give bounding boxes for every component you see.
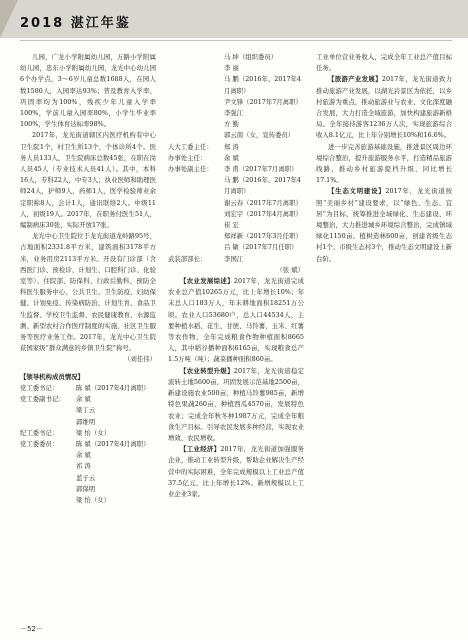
roster-role: 党工委副书记： <box>20 395 65 404</box>
roster-role: 党工委委员： <box>20 439 59 448</box>
roster-row <box>168 153 304 164</box>
roster-role <box>168 231 224 242</box>
page-title: 2018 湛江年鉴 <box>20 16 131 31</box>
roster-row <box>168 164 304 175</box>
roster-row <box>168 242 304 253</box>
page-number: －52－ <box>20 625 43 633</box>
roster-row <box>168 74 304 96</box>
roster-role: 办事处副主任： <box>168 165 213 174</box>
paragraph <box>316 186 452 264</box>
roster-row <box>20 383 156 394</box>
roster-names: 李强江 <box>224 109 244 118</box>
paragraph-text: 2017年，龙光街道致力推动旅游产业发展，以湖光岩景区为依托，以乡村旅游为重点，推动旅游业与农业、文化深度融合发展，大力打造全域旅游，加快构建旅游新格局。全年接待游客1236万人次，实现旅游综合收入8.1亿元，比上年分别增长10%和16.6%。 <box>316 75 452 140</box>
roster-row <box>168 97 304 108</box>
paragraph: 儿园，广龙小学附属幼儿园，万路小学附属幼儿园，忠东小学附属幼儿园，龙光中心幼儿园6个办学点，3～6岁儿童总数1688人，在园人数1580人，入园率达93%；普及教育入学率、巩固率均为100%，残疾少年儿童入学率100%，学前儿童入园率80%，小学生毕业率100%，学生体育达标率98%。 <box>20 53 156 129</box>
header-divider <box>20 40 452 41</box>
roster-names: 余 斌 <box>224 153 239 162</box>
paragraph: 2017年，龙光街道辖区内医疗机构有中心卫生院1个，村卫生所13个，个体诊所4个。医务人员133人，卫生院病床总数45张，在职在岗人员45人（专业技术人员41人）。其中，本科16人，专科22人，中专3人；执业医师和助理医师24人，护师9人，药师1人，医学检验师业余定职称8人，会计1人，通讯联络2人。中级11人，初级19人。2017年，在职务付医生51人，编制病床30张，实际开放17张。 <box>20 131 156 230</box>
roster-list <box>168 52 304 265</box>
paragraph <box>316 142 452 187</box>
roster-role <box>168 209 224 220</box>
roster-names: 郑 涛 <box>224 142 239 151</box>
roster-names: 郭维明 <box>76 417 96 426</box>
roster-names: 陈 斌（2017年4月离职） <box>76 383 150 392</box>
roster-row <box>168 231 304 242</box>
roster-names: 刘宏宇（2017年4月离职） <box>224 209 302 218</box>
header-accent <box>0 0 18 38</box>
roster-row <box>20 439 156 450</box>
paragraph <box>168 276 304 366</box>
roster-role <box>20 473 76 484</box>
roster-row <box>20 428 156 439</box>
paragraph <box>168 444 304 500</box>
paragraph-text: 工业单位营业务收入，完成全年工业总产值目标任务。 <box>316 53 452 73</box>
roster-names: 马 鹏（2016年、2017年4月离职） <box>224 176 301 196</box>
roster-names: 梁 怡（女） <box>76 428 110 437</box>
roster-row <box>20 495 156 506</box>
roster-list <box>20 383 156 506</box>
roster-role <box>168 52 224 63</box>
roster-names: 郭云南（女，宣传委员） <box>224 131 295 140</box>
roster-row <box>168 108 304 119</box>
roster-role: 纪工委书记： <box>20 428 59 437</box>
roster-row <box>20 394 156 405</box>
paragraph-heading: 【工业经济】 <box>180 445 221 454</box>
roster-row <box>168 142 304 153</box>
roster-names: 郑祥新（2017年3月任职） <box>224 232 302 241</box>
roster-row <box>20 405 156 416</box>
roster-row <box>20 461 156 472</box>
paragraph-heading: 【农业发展综述】 <box>180 277 234 286</box>
paragraph: 龙光中心卫生院位于龙光街道龙岭路95号，占地面积2331.8平方米，建筑面积3178平方米，业务用房2113平方米。开设有门诊部（含西医门诊、预检诊、计划生、口腔科门诊、化验室等）、住院部、防保科、行政后勤科、预防全科医生服务中心、公共卫生、卫生防疫、妇幼保健、计划免疫、传染病防治、计划生育、食品卫生监督、学校卫生监督、农民健康教育、水源监测、新型农村合作医疗制度的实施，社区卫生服务等医疗业务工作。2017年，龙光中心卫生院获国家级“群众满意的乡镇卫生院”称号。 <box>20 232 156 353</box>
column-2 <box>168 52 304 622</box>
paragraph-heading: 【旅游产业发展】 <box>328 75 382 84</box>
roster-names: 李国江 <box>224 254 244 263</box>
roster-row <box>168 119 304 130</box>
roster-role: 武装部部长： <box>168 254 207 263</box>
roster-row <box>168 175 304 197</box>
roster-row <box>20 473 156 484</box>
roster-names: 祁 涛 <box>76 462 91 471</box>
roster-role <box>168 108 224 119</box>
roster-names: 梁 怡（女） <box>76 495 110 504</box>
paragraph-text: 2017年，龙光街道加强服务企业，推动工业转型升级，帮助企业解决生产经营中的实际困难，全年完成规模以上工业总产值37.5亿元，比上年增长12%。新增规模以上工业企业3家。 <box>168 445 304 498</box>
column-3 <box>316 52 452 622</box>
roster-names: 崔 宏 <box>224 221 239 230</box>
roster-row <box>20 450 156 461</box>
roster-row <box>168 198 304 209</box>
roster-row <box>168 220 304 231</box>
roster-role <box>168 175 224 197</box>
author-signature: （张 斌） <box>276 265 304 274</box>
paragraph-heading: 【生态文明建设】 <box>328 187 386 196</box>
roster-names: 梁丁云 <box>76 406 96 415</box>
paragraph-heading: 【农业转型升级】 <box>180 366 234 375</box>
roster-names: 郭保明 <box>76 484 96 493</box>
roster-names: 李 甫（2017年7月离职） <box>224 165 298 174</box>
roster-row <box>168 63 304 74</box>
roster-role <box>168 119 224 130</box>
roster-role <box>20 405 76 416</box>
roster-names: 马 鹏（2016年、2017年4月离职） <box>224 75 301 95</box>
roster-role <box>20 417 76 428</box>
roster-names: 方 勤 <box>224 120 239 129</box>
roster-role <box>168 74 224 96</box>
roster-role <box>168 220 224 231</box>
paragraph-text: 2017年，龙光街道稳定流转土地5600亩，巩固发展示范基地2500亩，新建设施农业500亩，种植马铃薯985亩，新增特色果蔬260亩，种植西瓜4570亩，发展特色农业；完成全年秋冬种1987万元，完成全年粮食生产目标。引导农民发展多种经营，实现农业增效、农民增收。 <box>168 366 304 442</box>
roster-row <box>168 254 304 265</box>
roster-role <box>168 97 224 108</box>
roster-role <box>168 63 224 74</box>
roster-row <box>20 417 156 428</box>
roster-role: 人大工委主任： <box>168 142 213 151</box>
column-1 <box>20 52 156 622</box>
section-heading: 【领导机构成员情况】 <box>20 372 84 381</box>
roster-row <box>20 484 156 495</box>
roster-names: 马 坤（组织委员） <box>224 53 278 61</box>
roster-names: 蓝子云 <box>76 473 96 482</box>
roster-role: 办事处主任： <box>168 153 207 162</box>
roster-role <box>20 461 76 472</box>
roster-names: 陈 斌（2017年4月离职） <box>76 439 150 448</box>
roster-names: 余 斌 <box>76 451 91 460</box>
paragraph-text: 2017年，龙光街道完成农业总产值10265万元，比上年增长10%；年末总人口183万人，年末耕地面积18251万公顷。农业人口53680户，总人口44534人，主要种植水稻、花生、甘蔗、马铃薯、玉米、红薯等农作物，全年完成粮食作物种植面积8665人，其中稻谷播种面积6165亩，实现粮食总产1.5万吨（吨）；蔬菜播种面积860亩。 <box>168 277 304 364</box>
paragraph-text: 进一步完善旅游基础设施，推进景区周边环境综合整治，提升旅游服务水平，打造精品旅游线路，推动乡村旅游提档升级，同比增长17.1%。 <box>316 142 452 185</box>
roster-names: 谢云春（2017年7月离职） <box>224 198 302 207</box>
roster-role <box>20 450 76 461</box>
roster-row <box>168 52 304 63</box>
paragraph-text: 2017年，龙光街道按照“美丽乡村”建设要求，以“绿色、生态、宜居”为目标，统筹推进全域绿化、生态建设、环境整治，大力推进城乡环境综合整治，完成镇域绿化1150亩、植树造林600亩，创建省级生态村1个、市级生态村3个，推动生态文明建设上新台阶。 <box>316 187 452 263</box>
author-signature: （刘佳伟） <box>124 355 156 364</box>
roster-row <box>168 130 304 141</box>
roster-role: 党工委书记： <box>20 383 59 392</box>
roster-names: 余 斌 <box>76 395 91 404</box>
paragraph <box>316 52 452 74</box>
roster-names: 李 丽 <box>224 64 239 73</box>
roster-names: 吕 敏（2017年7月任职） <box>224 243 298 252</box>
roster-names: 尹文锋（2017年7月离职） <box>224 97 302 106</box>
paragraph <box>168 366 304 444</box>
roster-role <box>20 495 76 506</box>
roster-role <box>168 242 224 253</box>
roster-role <box>168 198 224 209</box>
roster-role <box>168 130 224 141</box>
roster-row <box>168 209 304 220</box>
paragraph <box>316 74 452 141</box>
roster-role <box>20 484 76 495</box>
